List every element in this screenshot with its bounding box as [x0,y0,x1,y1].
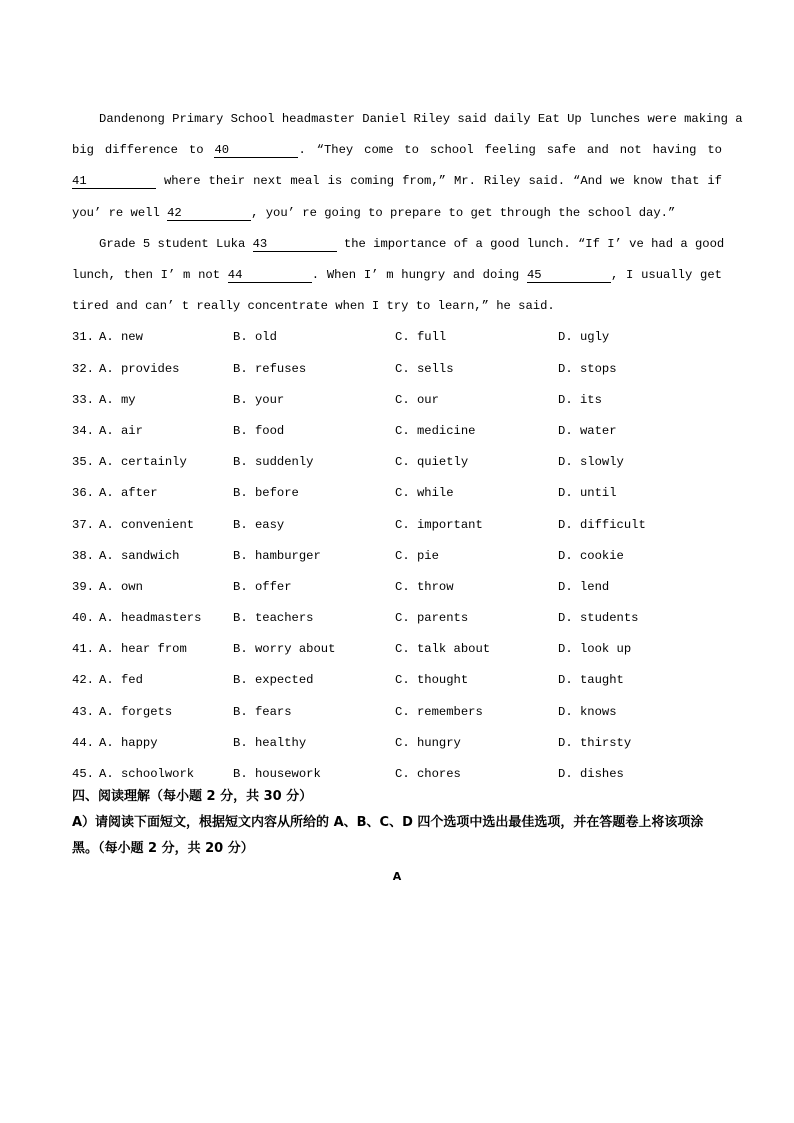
option-b: B. your [233,392,285,407]
question-row [72,665,722,696]
question-number: 40. [72,611,94,626]
option-c: C. our [395,392,439,407]
option-a: A. hear from [99,642,187,657]
option-b: B. housework [233,767,321,782]
question-number: 36. [72,486,94,501]
text-line [72,198,722,229]
option-d: D. dishes [558,767,624,782]
cloze-passage [72,104,743,322]
option-a: A. fed [99,673,143,688]
question-row [72,354,722,385]
option-d: D. water [558,423,617,438]
option-d: D. thirsty [558,735,632,750]
option-c: C. hungry [395,735,461,750]
text-run: . “They come to school feeling safe and not having to [298,143,722,158]
option-d: D. until [558,486,617,501]
option-b: B. healthy [233,735,307,750]
option-a: A. schoolwork [99,767,195,782]
option-a: A. own [99,579,143,594]
text-line [72,260,722,291]
option-c: C. medicine [395,423,476,438]
question-number: 45. [72,767,94,782]
option-b: B. hamburger [233,548,321,563]
option-a: A. certainly [99,455,187,470]
text-line [72,166,722,197]
question-row [72,385,722,416]
answer-blank: 45 [527,269,611,283]
text-line [72,229,725,260]
question-number: 41. [72,642,94,657]
option-b: B. easy [233,517,285,532]
text-run: , you’ re going to prepare to get through the school day.” [251,205,676,220]
question-row [72,697,722,728]
question-row [72,603,722,634]
question-number: 42. [72,673,94,688]
option-a: A. happy [99,735,158,750]
text-line [72,291,722,322]
option-b: B. food [233,423,285,438]
option-c: C. full [395,330,447,345]
reading-section-title: 四、阅读理解（每小题 2 分，共 30 分） [72,789,313,805]
option-a: A. sandwich [99,548,180,563]
question-row [72,541,722,572]
option-d: D. look up [558,642,632,657]
text-run: lunch, then I’ m not [72,268,228,283]
question-number: 32. [72,361,94,376]
option-c: C. thought [395,673,469,688]
text-run: Grade 5 student Luka [99,236,253,251]
option-d: D. cookie [558,548,624,563]
option-b: B. suddenly [233,455,314,470]
question-number: 44. [72,735,94,750]
document-page [72,104,743,884]
question-number: 37. [72,517,94,532]
option-a: A. forgets [99,704,173,719]
answer-blank: 43 [253,238,337,252]
option-c: C. throw [395,579,454,594]
option-c: C. quietly [395,455,469,470]
question-number: 31. [72,330,94,345]
question-row [72,510,722,541]
option-c: C. talk about [395,642,491,657]
text-line [72,104,743,135]
answer-blank: 40 [214,144,298,158]
question-row [72,572,722,603]
option-d: D. its [558,392,602,407]
option-d: D. stops [558,361,617,376]
option-b: B. expected [233,673,314,688]
option-a: A. after [99,486,158,501]
text-run: tired and can’ t really concentrate when I try to learn,” he said. [72,299,555,314]
answer-blank: 44 [228,269,312,283]
question-number: 38. [72,548,94,563]
text-line [72,135,722,166]
option-c: C. important [395,517,483,532]
question-number: 35. [72,455,94,470]
text-run: the importance of a good lunch. “If I’ ve had a good [336,236,725,251]
option-b: B. refuses [233,361,307,376]
option-c: C. while [395,486,454,501]
question-number: 39. [72,579,94,594]
option-d: D. students [558,611,639,626]
option-d: D. difficult [558,517,646,532]
option-d: D. lend [558,579,610,594]
option-b: B. offer [233,579,292,594]
question-number: 33. [72,392,94,407]
option-a: A. provides [99,361,180,376]
option-d: D. knows [558,704,617,719]
option-b: B. teachers [233,611,314,626]
option-a: A. air [99,423,143,438]
option-d: D. taught [558,673,624,688]
option-a: A. convenient [99,517,195,532]
question-row [72,634,722,665]
option-c: C. chores [395,767,461,782]
passage-label: A [392,870,402,884]
cloze-paragraph [72,229,725,323]
answer-blank: 41 [72,175,156,189]
question-number: 43. [72,704,94,719]
option-d: D. ugly [558,330,610,345]
options-list [72,322,722,790]
option-b: B. worry about [233,642,336,657]
question-row [72,416,722,447]
question-row [72,478,722,509]
text-run: Dandenong Primary School headmaster Daniel Riley said daily Eat Up lunches were making a [99,112,743,126]
option-c: C. parents [395,611,469,626]
option-a: A. new [99,330,143,345]
option-b: B. old [233,330,277,345]
text-run: . When I’ m hungry and doing [311,268,527,283]
question-number: 34. [72,423,94,438]
option-c: C. remembers [395,704,483,719]
question-row [72,728,722,759]
option-c: C. pie [395,548,439,563]
option-a: A. headmasters [99,611,202,626]
question-row [72,759,722,790]
cloze-paragraph [72,104,743,229]
option-a: A. my [99,392,136,407]
question-row [72,322,722,353]
text-run: , I usually get [610,268,722,283]
text-run: you’ re well [72,205,168,220]
text-run: where their next meal is coming from,” Mr. Riley said. “And we know that if [156,174,722,189]
answer-blank: 42 [167,207,251,221]
text-run: big difference to [72,143,215,158]
option-d: D. slowly [558,455,624,470]
option-c: C. sells [395,361,454,376]
option-b: B. fears [233,704,292,719]
question-row [72,447,722,478]
option-b: B. before [233,486,299,501]
reading-instruction: A）请阅读下面短文，根据短文内容从所给的 A、B、C、D 四个选项中选出最佳选项，并在答题卷上将该项涂黑。（每小题 2 分，共 20 分） [72,815,704,857]
